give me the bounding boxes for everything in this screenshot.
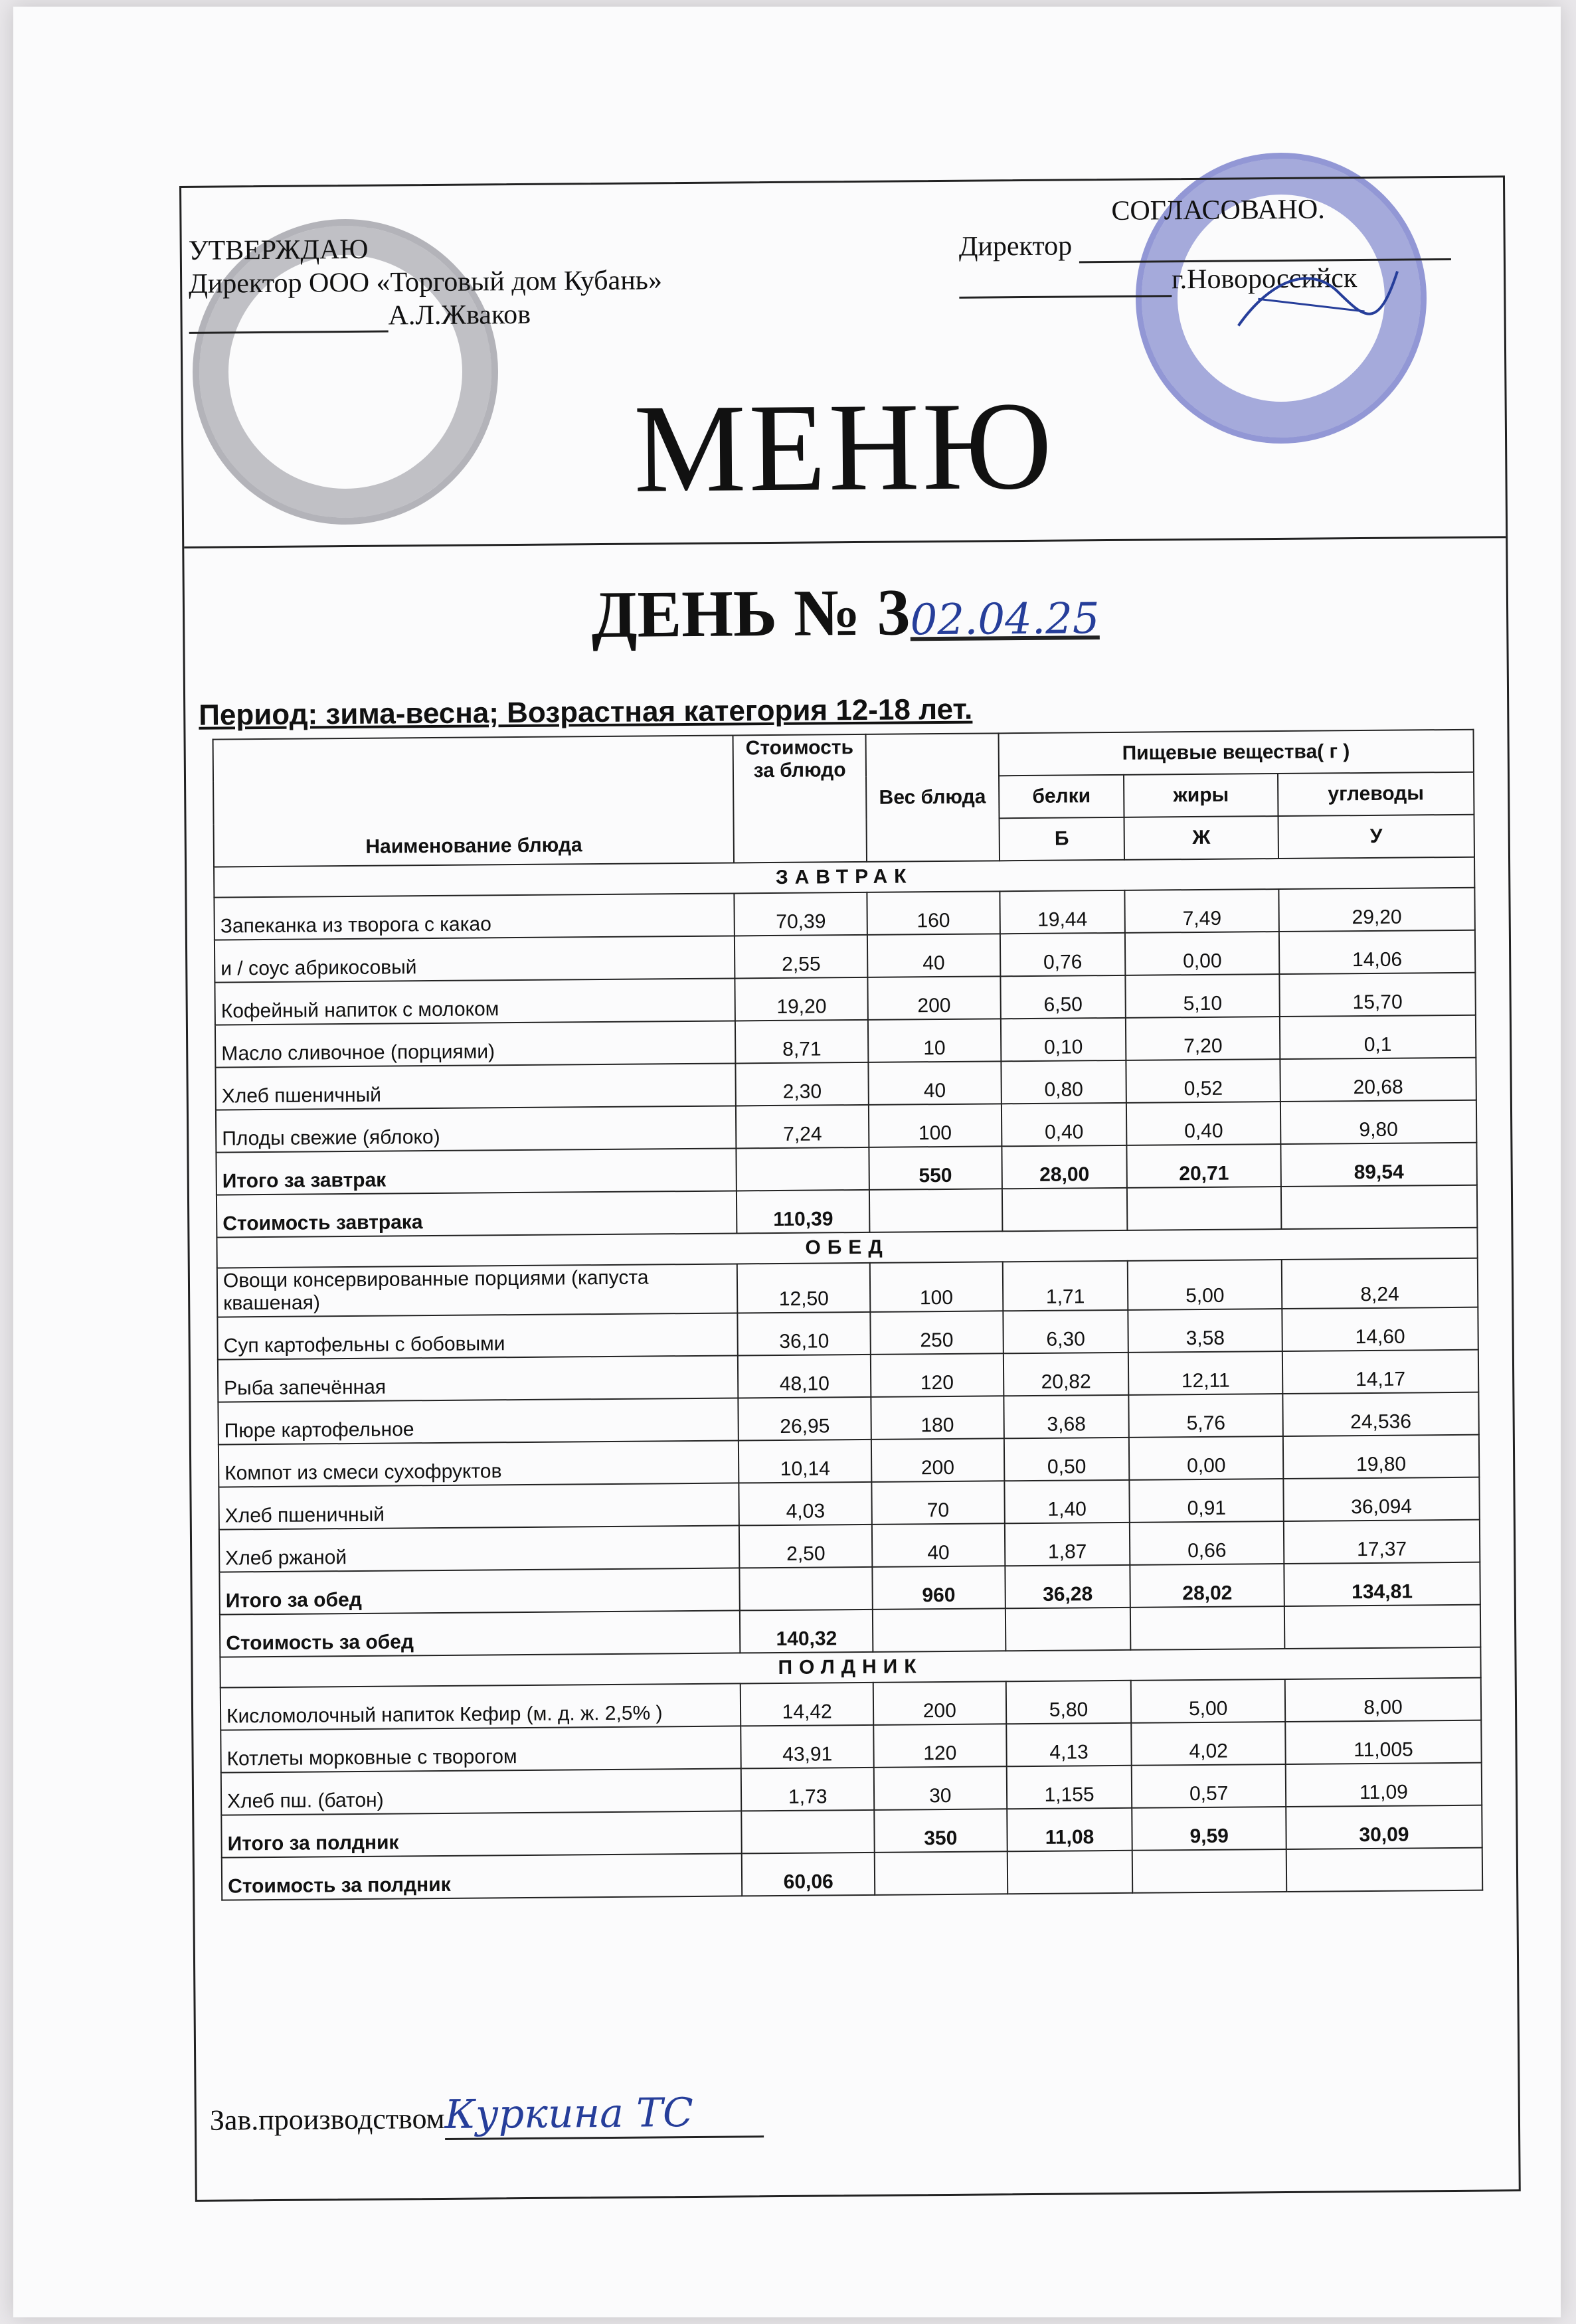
dish-name: Кофейный напиток с молоком [215, 978, 735, 1025]
empty-cell [1127, 1187, 1281, 1230]
dish-fat: 5,00 [1131, 1679, 1285, 1723]
dish-protein: 0,40 [1001, 1103, 1126, 1146]
dish-weight: 100 [870, 1262, 1003, 1312]
dish-cost: 2,50 [739, 1525, 872, 1568]
total-label: Итого за завтрак [216, 1148, 737, 1195]
empty-cell [1284, 1605, 1481, 1649]
dish-carbs: 14,06 [1279, 930, 1476, 974]
dish-carbs: 19,80 [1283, 1435, 1480, 1479]
approval-heading: УТВЕРЖДАЮ [188, 234, 369, 266]
document-frame [179, 175, 1521, 2202]
menu-table-body [214, 857, 1482, 1900]
dish-name: Хлеб пшеничный [219, 1483, 739, 1529]
dish-cost: 26,95 [739, 1397, 871, 1441]
dish-carbs: 14,60 [1282, 1307, 1478, 1351]
dish-cost: 70,39 [735, 892, 867, 936]
director-signature [1231, 252, 1405, 346]
empty-cell [869, 1189, 1002, 1232]
total-carbs: 89,54 [1280, 1143, 1477, 1187]
dish-fat: 12,11 [1128, 1351, 1282, 1395]
dish-cost: 12,50 [737, 1263, 870, 1313]
dish-carbs: 36,094 [1283, 1477, 1480, 1521]
dish-protein: 0,76 [1000, 933, 1125, 976]
meal-cost-label: Стоимость завтрака [217, 1191, 737, 1237]
dish-protein: 0,10 [1000, 1018, 1126, 1061]
empty-cell [1002, 1188, 1127, 1231]
dish-name: Запеканка из творога с какао [214, 893, 735, 940]
dish-protein: 1,155 [1006, 1766, 1132, 1809]
handwritten-signature: Куркина ТС [444, 2089, 764, 2140]
dish-cost: 7,24 [736, 1105, 869, 1149]
header-protein-abbr: Б [999, 817, 1124, 861]
header-carbs-abbr: У [1278, 815, 1474, 859]
dish-protein: 0,80 [1001, 1060, 1126, 1104]
header-cost: Стоимость за блюдо [733, 734, 867, 863]
dish-fat: 0,52 [1126, 1059, 1280, 1103]
dish-weight: 70 [871, 1481, 1004, 1525]
dish-weight: 120 [871, 1353, 1004, 1397]
period-info: Период: зима-весна; Возрастная категория 12-18 лет. [199, 693, 973, 732]
dish-fat: 3,58 [1128, 1309, 1282, 1353]
total-protein: 28,00 [1002, 1145, 1127, 1189]
dish-weight: 180 [871, 1396, 1004, 1440]
dish-cost: 14,42 [741, 1683, 873, 1726]
day-heading [185, 569, 1507, 656]
dish-carbs: 14,17 [1282, 1350, 1479, 1394]
total-cost-empty [740, 1567, 873, 1611]
total-fat: 28,02 [1130, 1564, 1284, 1608]
dish-carbs: 29,20 [1278, 888, 1475, 932]
total-label: Итого за обед [219, 1568, 740, 1614]
dish-weight: 100 [869, 1104, 1002, 1147]
page-title: МЕНЮ [633, 376, 1055, 519]
dish-fat: 0,57 [1132, 1764, 1286, 1808]
dish-fat: 0,66 [1130, 1521, 1284, 1565]
dish-fat: 7,20 [1126, 1017, 1280, 1060]
dish-carbs: 8,00 [1285, 1678, 1482, 1722]
signature-line [959, 295, 1172, 299]
header-fat-abbr: Ж [1124, 816, 1278, 860]
header-fat: жиры [1124, 774, 1278, 817]
dish-cost: 43,91 [741, 1725, 874, 1769]
dish-name: Суп картофельны с бобовыми [217, 1313, 738, 1359]
header-carbs: углеводы [1278, 772, 1474, 816]
dish-weight: 250 [870, 1311, 1003, 1355]
dish-weight: 120 [873, 1724, 1006, 1768]
empty-cell [873, 1608, 1006, 1652]
dish-cost: 2,55 [735, 935, 867, 979]
dish-protein: 3,68 [1004, 1395, 1129, 1438]
agreement-position: Директор [958, 230, 1073, 262]
dish-fat: 7,49 [1125, 889, 1279, 933]
section-title: ЗАВТРАК [214, 857, 1474, 898]
empty-cell [1286, 1848, 1483, 1892]
total-label: Итого за полдник [221, 1811, 742, 1857]
dish-cost: 10,14 [739, 1440, 871, 1483]
agreement-city: г.Новороссийск [1171, 263, 1357, 295]
day-date: 02.04.25 [910, 594, 1100, 645]
dish-protein: 0,50 [1004, 1438, 1129, 1481]
dish-fat: 5,00 [1128, 1260, 1282, 1310]
production-head-signature [210, 2089, 764, 2142]
empty-cell [1130, 1606, 1284, 1650]
dish-fat: 5,10 [1126, 974, 1280, 1018]
dish-name: Кисломолочный напиток Кефир (м. д. ж. 2,5% ) [220, 1683, 741, 1730]
dish-name: Пюре картофельное [218, 1398, 739, 1444]
meal-cost-value: 110,39 [737, 1190, 869, 1234]
dish-carbs: 9,80 [1280, 1100, 1477, 1144]
empty-cell [1132, 1849, 1286, 1893]
dish-fat: 4,02 [1132, 1722, 1286, 1766]
day-label: ДЕНЬ № 3 [591, 575, 911, 652]
dish-weight: 40 [867, 934, 1000, 977]
dish-weight: 200 [867, 976, 1000, 1020]
divider [184, 536, 1506, 548]
empty-cell [1281, 1185, 1478, 1229]
total-weight: 960 [872, 1566, 1005, 1610]
menu-table [213, 729, 1484, 1901]
total-weight: 550 [869, 1146, 1002, 1190]
total-carbs: 134,81 [1284, 1562, 1480, 1606]
meal-cost-value: 140,32 [740, 1610, 873, 1653]
dish-fat: 0,00 [1129, 1436, 1283, 1480]
dish-name: Плоды свежие (яблоко) [216, 1106, 737, 1152]
approval-block [189, 230, 663, 334]
header-name: Наименование блюда [213, 735, 735, 867]
dish-weight: 40 [868, 1061, 1001, 1105]
dish-protein: 1,87 [1004, 1523, 1130, 1566]
empty-cell [1005, 1608, 1130, 1651]
dish-fat: 0,91 [1130, 1479, 1284, 1523]
total-carbs: 30,09 [1286, 1805, 1482, 1849]
header-weight: Вес блюда [865, 733, 999, 862]
dish-protein: 5,80 [1006, 1681, 1131, 1724]
dish-cost: 4,03 [739, 1482, 872, 1526]
section-title: ПОЛДНИК [220, 1647, 1480, 1688]
header-nutrients: Пищевые вещества( г ) [998, 730, 1474, 776]
meal-cost-label: Стоимость за полдник [222, 1853, 743, 1900]
empty-cell [1007, 1851, 1132, 1894]
dish-protein: 1,40 [1004, 1480, 1130, 1523]
dish-fat: 0,00 [1125, 932, 1279, 975]
dish-cost: 2,30 [736, 1062, 869, 1106]
total-protein: 36,28 [1005, 1565, 1130, 1608]
dish-cost: 1,73 [741, 1768, 874, 1811]
dish-weight: 160 [867, 891, 1000, 935]
dish-protein: 4,13 [1006, 1723, 1132, 1766]
total-fat: 9,59 [1132, 1807, 1286, 1851]
dish-cost: 48,10 [738, 1355, 871, 1398]
empty-cell [875, 1851, 1007, 1895]
dish-name: и / соус абрикосовый [215, 936, 735, 982]
document-page [13, 7, 1561, 2317]
dish-weight: 200 [873, 1681, 1006, 1725]
dish-name: Хлеб ржаной [219, 1525, 740, 1572]
agreement-heading: СОГЛАСОВАНО. [1111, 194, 1325, 226]
dish-fat: 5,76 [1129, 1394, 1283, 1438]
dish-weight: 30 [874, 1766, 1007, 1810]
total-protein: 11,08 [1007, 1808, 1132, 1851]
dish-fat: 0,40 [1126, 1102, 1280, 1145]
dish-weight: 200 [871, 1438, 1004, 1482]
dish-carbs: 20,68 [1280, 1058, 1476, 1102]
dish-carbs: 11,09 [1286, 1763, 1482, 1807]
dish-name: Рыба запечённая [218, 1355, 739, 1402]
approval-position: Директор ООО «Торговый дом Кубань» [188, 265, 663, 299]
dish-protein: 20,82 [1003, 1353, 1128, 1396]
dish-carbs: 15,70 [1279, 973, 1476, 1017]
section-title: ОБЕД [217, 1228, 1477, 1268]
dish-weight: 40 [872, 1523, 1005, 1567]
dish-name: Компот из смеси сухофруктов [219, 1440, 739, 1487]
dish-carbs: 11,005 [1285, 1720, 1482, 1764]
total-cost-empty [742, 1810, 875, 1854]
signature-label: Зав.производством [209, 2102, 445, 2137]
dish-cost: 36,10 [738, 1312, 871, 1356]
dish-cost: 19,20 [735, 977, 868, 1021]
dish-carbs: 0,1 [1280, 1015, 1476, 1059]
dish-protein: 6,50 [1000, 975, 1126, 1019]
dish-name: Масло сливочное (порциями) [215, 1021, 736, 1067]
dish-carbs: 8,24 [1282, 1258, 1478, 1309]
dish-protein: 19,44 [1000, 890, 1125, 934]
dish-protein: 6,30 [1003, 1310, 1128, 1353]
dish-weight: 10 [868, 1019, 1001, 1062]
dish-carbs: 24,536 [1282, 1392, 1479, 1436]
total-fat: 20,71 [1127, 1144, 1281, 1188]
meal-cost-row [222, 1848, 1482, 1900]
header-protein: белки [999, 775, 1124, 818]
meal-cost-value: 60,06 [742, 1853, 875, 1896]
total-weight: 350 [874, 1809, 1007, 1853]
dish-name: Котлеты морковные с творогом [220, 1726, 741, 1772]
meal-cost-label: Стоимость за обед [220, 1610, 741, 1657]
signature-line [189, 331, 389, 334]
dish-name: Хлеб пшеничный [215, 1063, 736, 1110]
total-cost-empty [737, 1147, 869, 1191]
dish-carbs: 17,37 [1284, 1520, 1480, 1564]
dish-name: Овощи консервированные порциями (капуста квашеная) [217, 1264, 738, 1317]
dish-cost: 8,71 [735, 1020, 868, 1064]
dish-protein: 1,71 [1002, 1261, 1128, 1311]
approval-name: А.Л.Жваков [388, 299, 531, 331]
dish-name: Хлеб пш. (батон) [221, 1768, 742, 1815]
